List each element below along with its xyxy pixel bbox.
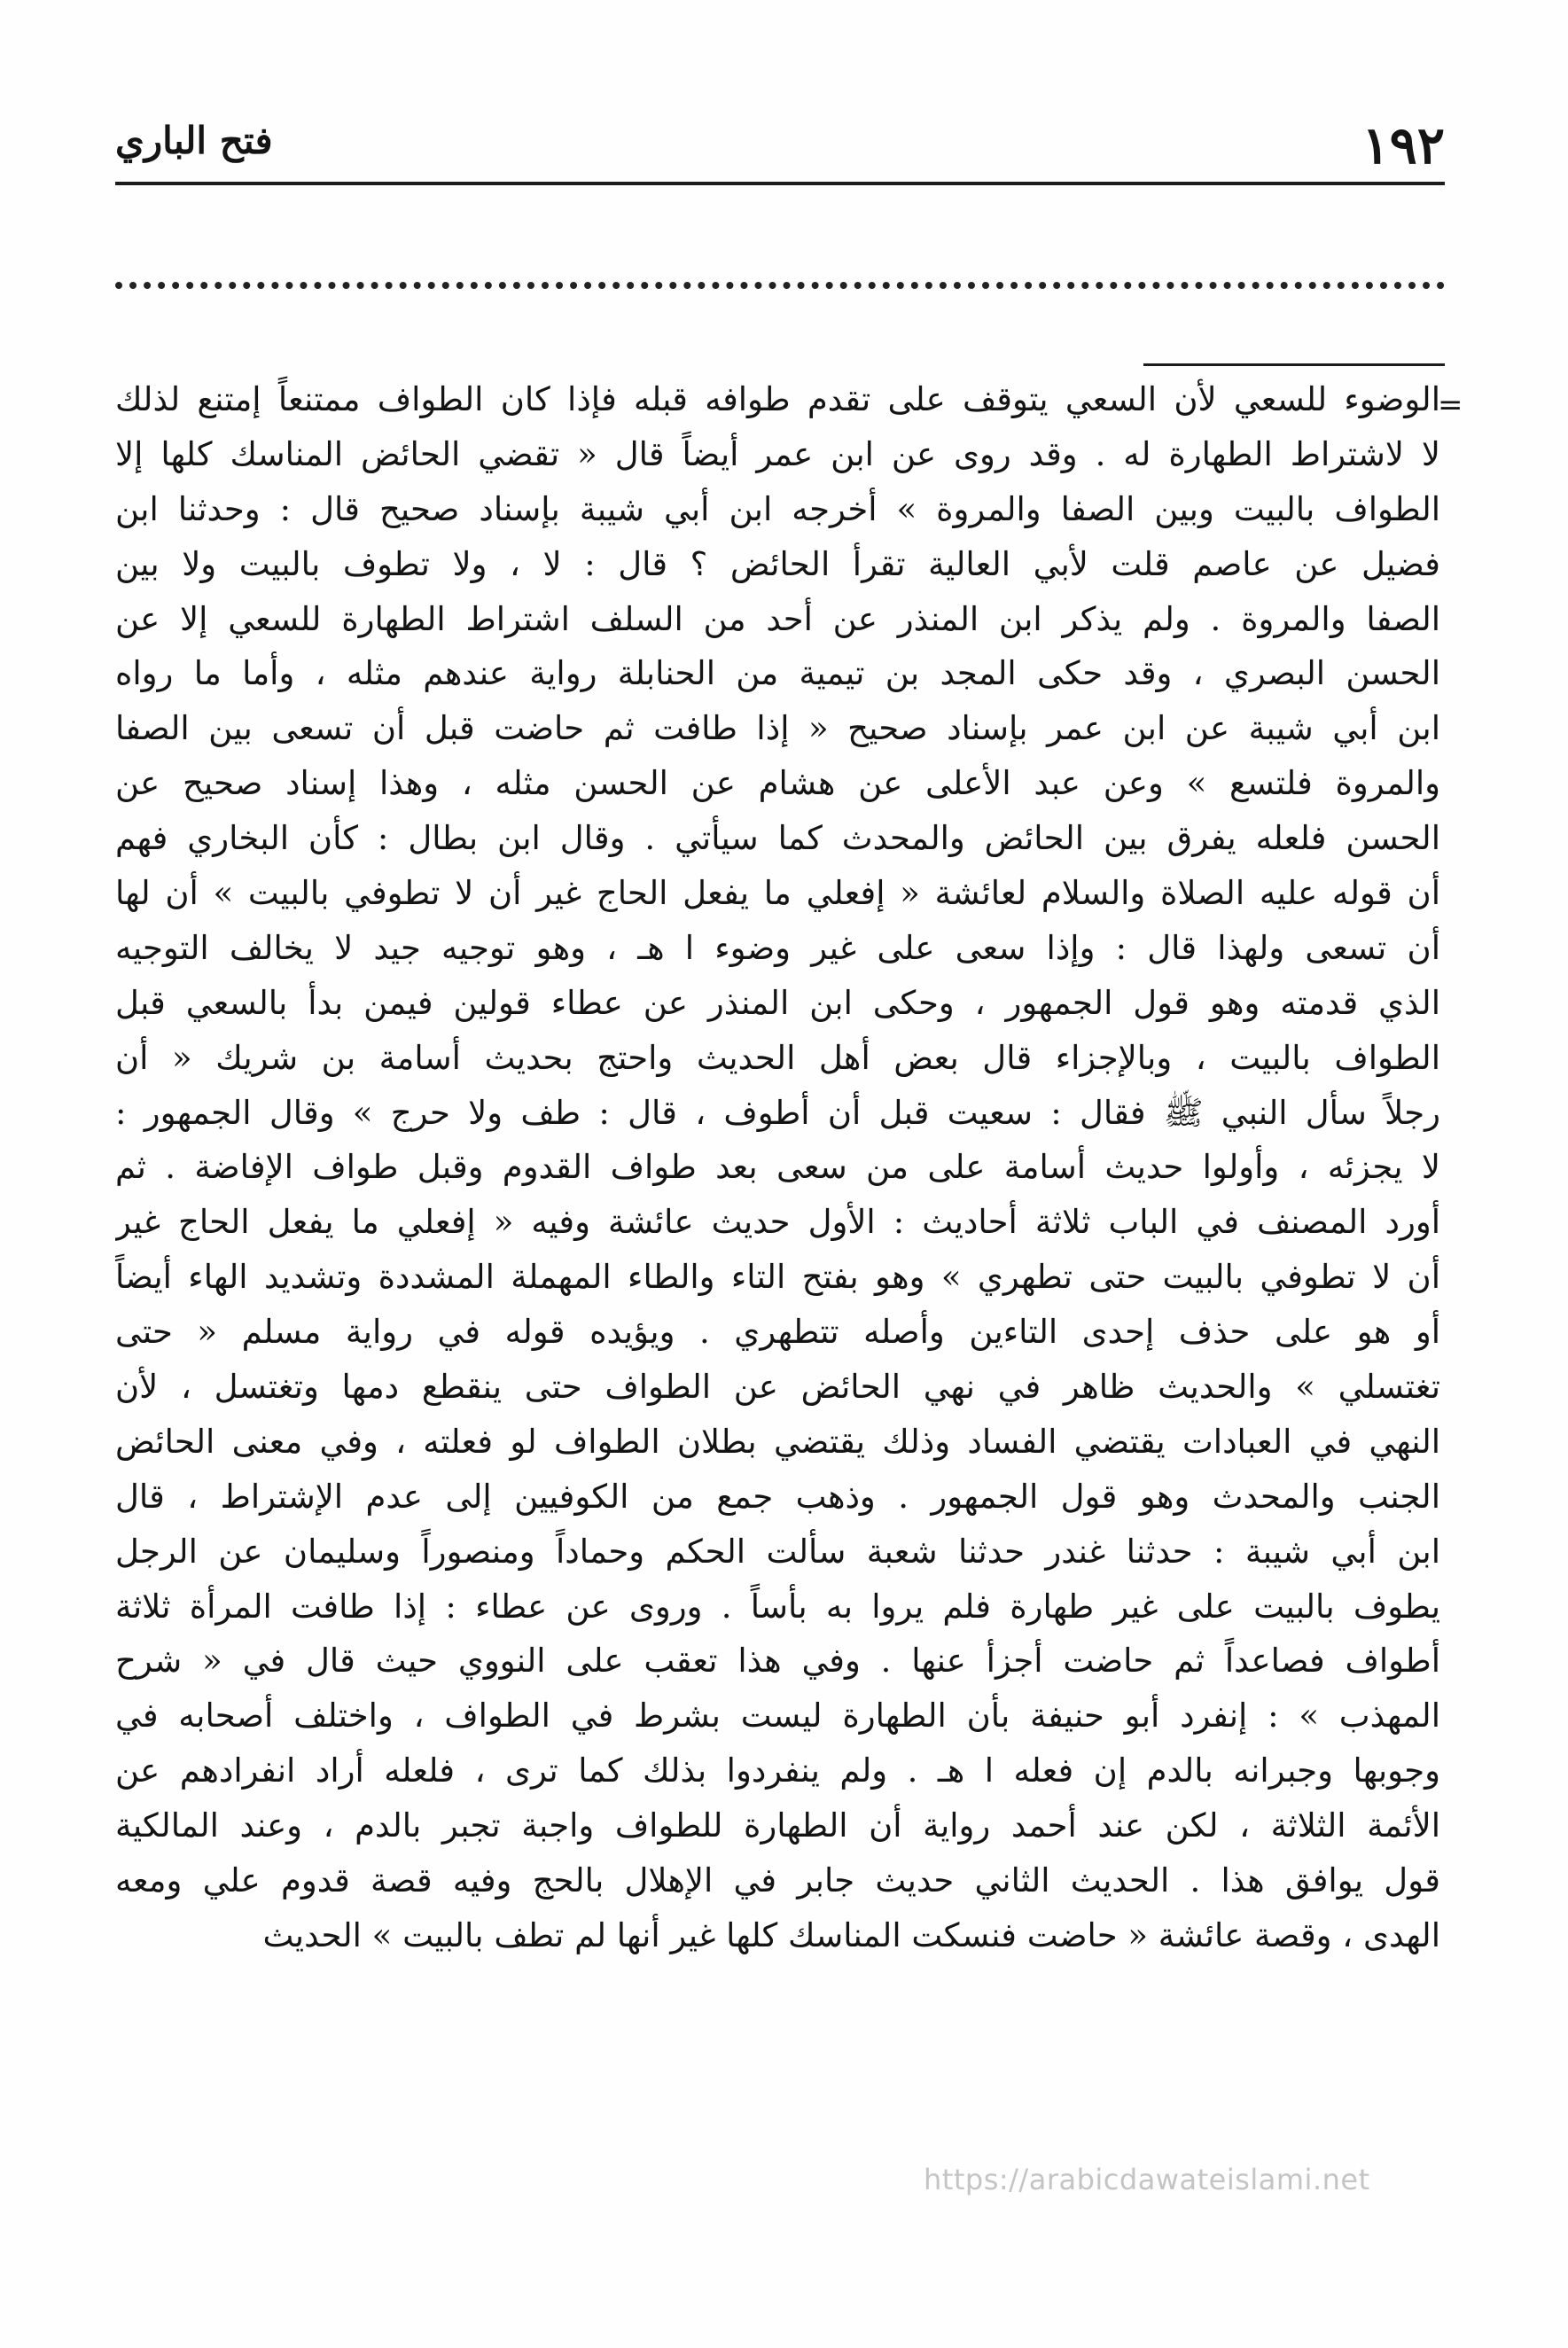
text-line: قول يوافق هذا . الحديث الثاني حديث جابر في الإهلال بالحج وفيه قصة قدوم علي ومعه bbox=[115, 1861, 1440, 1900]
running-title: فتح الباري bbox=[115, 119, 273, 162]
text-line: والمروة فلتسع » وعن عبد الأعلى عن هشام عن الحسن مثله ، وهذا إسناد صحيح عن bbox=[115, 764, 1440, 803]
text-line: لا يجزئه ، وأولوا حديث أسامة على من سعى بعد طواف القدوم وقبل طواف الإفاضة . ثم bbox=[115, 1148, 1440, 1187]
page-header bbox=[115, 106, 1445, 177]
text-line: يطوف بالبيت على غير طهارة فلم يروا به بأساً . وروى عن عطاء : إذا طافت المرأة ثلاثة bbox=[115, 1587, 1440, 1626]
text-line: أن لا تطوفي بالبيت حتى تطهري » وهو بفتح التاء والطاء المهملة المشددة وتشديد الهاء أيضاً bbox=[115, 1258, 1440, 1297]
text-line: المهذب » : إنفرد أبو حنيفة بأن الطهارة ليست بشرط في الطواف ، واختلف أصحابه في bbox=[115, 1697, 1440, 1736]
text-line: فضيل عن عاصم قلت لأبي العالية تقرأ الحائض ؟ قال : لا ، ولا تطوف بالبيت ولا بين bbox=[115, 544, 1440, 583]
text-line: وجوبها وجبرانه بالدم إن فعله ا هـ . ولم ينفردوا بذلك كما ترى ، فلعله أراد انفرادهم عن bbox=[115, 1751, 1440, 1790]
header-divider bbox=[115, 182, 1445, 185]
text-line: النهي في العبادات يقتضي الفساد وذلك يقتضي بطلان الطواف لو فعلته ، وفي معنى الحائض bbox=[115, 1422, 1440, 1461]
text-line: أورد المصنف في الباب ثلاثة أحاديث : الأول حديث عائشة وفيه « إفعلي ما يفعل الحاج غير bbox=[115, 1203, 1440, 1242]
text-line: الصفا والمروة . ولم يذكر ابن المنذر عن أحد من السلف اشتراط الطهارة للسعي إلا عن bbox=[115, 599, 1440, 638]
page-number: ١٩٢ bbox=[1361, 115, 1445, 176]
watermark-url: https://arabicdawateislami.net bbox=[924, 2163, 1370, 2196]
text-line: أن قوله عليه الصلاة والسلام لعائشة « إفعلي ما يفعل الحاج غير أن لا تطوفي بالبيت » أن لها bbox=[115, 874, 1440, 913]
text-line: الطواف بالبيت وبين الصفا والمروة » أخرجه ابن أبي شيبة بإسناد صحيح قال : وحدثنا ابن bbox=[115, 489, 1440, 528]
continuation-mark: = bbox=[1438, 387, 1463, 423]
text-line: أن تسعى ولهذا قال : وإذا سعى على غير وضوء ا هـ ، وهو توجيه جيد لا يخالف التوجيه bbox=[115, 928, 1440, 967]
dotted-separator bbox=[115, 282, 1445, 289]
text-line: ابن أبي شيبة : حدثنا غندر حدثنا شعبة سألت الحكم وحماداً ومنصوراً وسليمان عن الرجل bbox=[115, 1532, 1440, 1571]
text-line: رجلاً سأل النبي ﷺ فقال : سعيت قبل أن أطوف ، قال : طف ولا حرج » وقال الجمهور : bbox=[115, 1093, 1440, 1132]
text-line: الأئمة الثلاثة ، لكن عند أحمد رواية أن الطهارة للطواف واجبة تجبر بالدم ، وعند المالكية bbox=[115, 1806, 1440, 1845]
text-line: ابن أبي شيبة عن ابن عمر بإسناد صحيح « إذا طافت ثم حاضت قبل أن تسعى بين الصفا bbox=[115, 709, 1440, 748]
text-line: الطواف بالبيت ، وبالإجزاء قال بعض أهل الحديث واحتج بحديث أسامة بن شريك « أن bbox=[115, 1038, 1440, 1077]
text-line: لا لاشتراط الطهارة له . وقد روى عن ابن عمر أيضاً قال « تقضي الحائض المناسك كلها إلا bbox=[115, 434, 1440, 473]
text-line: الحسن فلعله يفرق بين الحائض والمحدث كما سيأتي . وقال ابن بطال : كأن البخاري فهم bbox=[115, 819, 1440, 858]
text-line: أطواف فصاعداً ثم حاضت أجزأ عنها . وفي هذا تعقب على النووي حيث قال في « شرح bbox=[115, 1642, 1440, 1681]
text-line: الجنب والمحدث وهو قول الجمهور . وذهب جمع من الكوفيين إلى عدم الإشتراط ، قال bbox=[115, 1477, 1440, 1516]
footnote-divider bbox=[1143, 363, 1445, 366]
text-line: الوضوء للسعي لأن السعي يتوقف على تقدم طوافه قبله فإذا كان الطواف ممتنعاً إمتنع لذلك bbox=[115, 380, 1440, 418]
body-text bbox=[115, 372, 1440, 1963]
text-line: تغتسلي » والحديث ظاهر في نهي الحائض عن الطواف حتى ينقطع دمها وتغتسل ، لأن bbox=[115, 1368, 1440, 1407]
text-line: الحسن البصري ، وقد حكى المجد بن تيمية من الحنابلة رواية عندهم مثله ، وأما ما رواه bbox=[115, 654, 1440, 693]
text-line: الذي قدمته وهو قول الجمهور ، وحكى ابن المنذر عن عطاء قولين فيمن بدأ بالسعي قبل bbox=[115, 983, 1440, 1022]
text-line: الهدى ، وقصة عائشة « حاضت فنسكت المناسك كلها غير أنها لم تطف بالبيت » الحديث bbox=[262, 1915, 1440, 1954]
text-line: أو هو على حذف إحدى التاءين وأصله تتطهري . ويؤيده قوله في رواية مسلم « حتى bbox=[115, 1313, 1440, 1352]
